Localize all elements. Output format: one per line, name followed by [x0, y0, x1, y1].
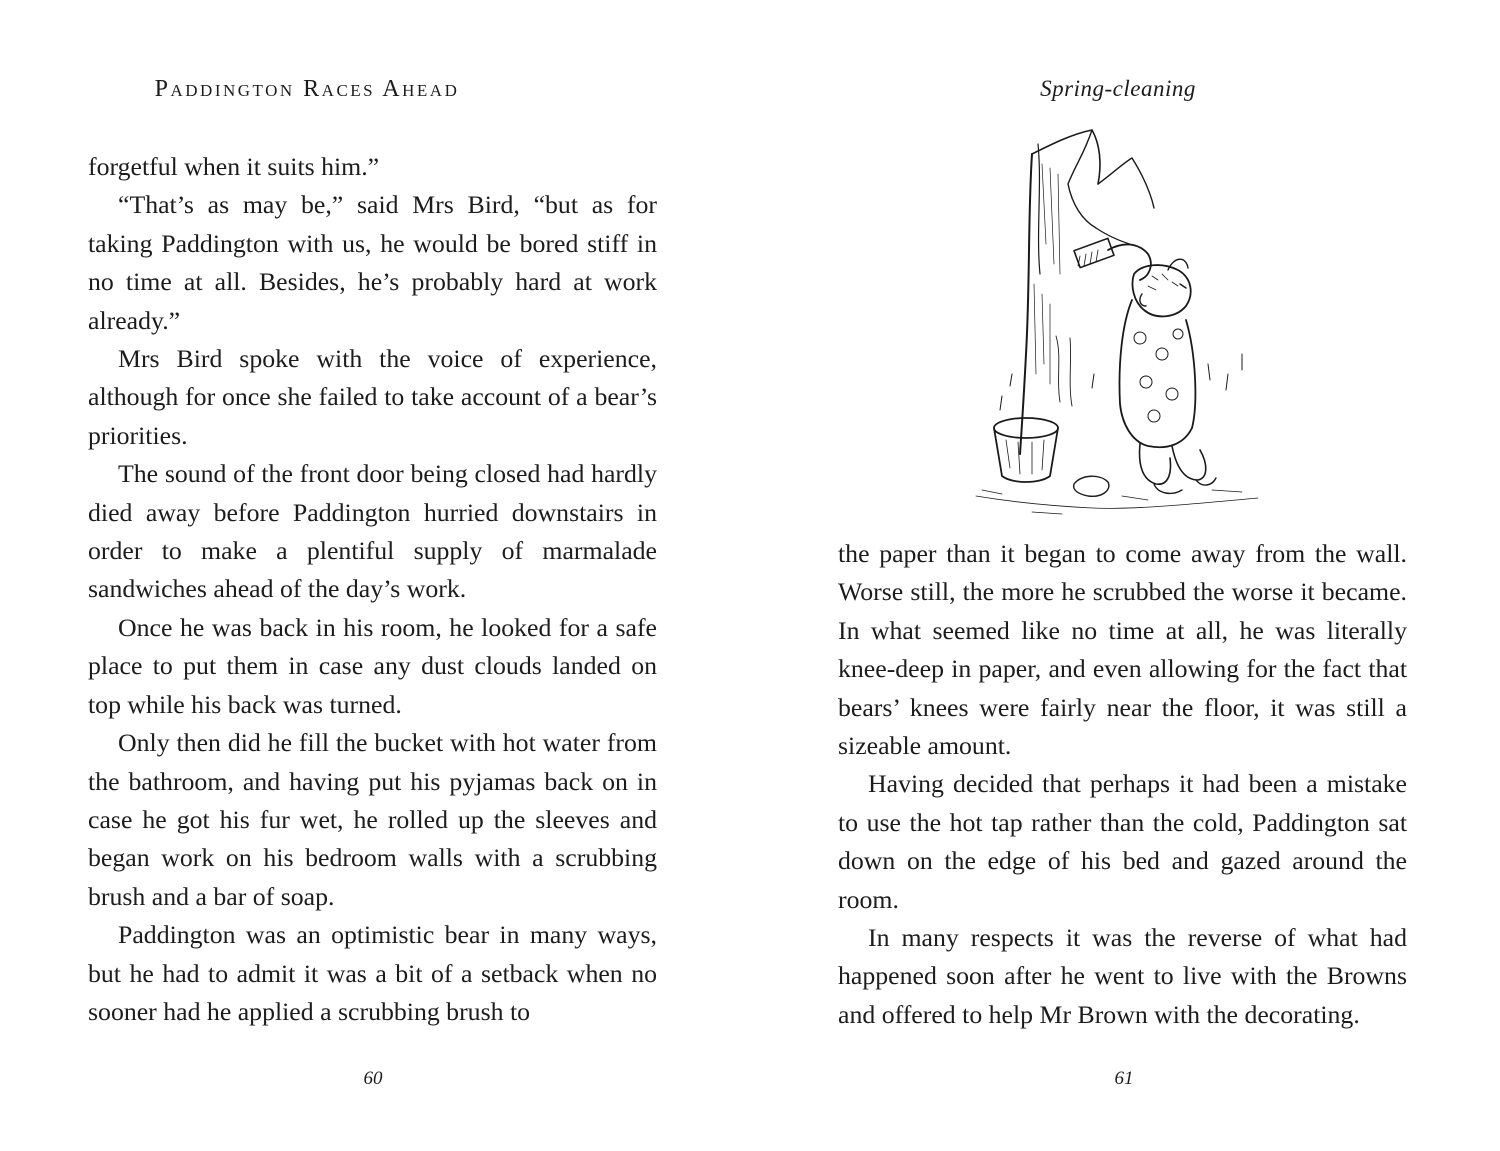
- paragraph: Once he was back in his room, he looked for a safe place to put them in case any dust clouds landed on top while his back was turned.: [88, 612, 657, 719]
- right-page-body-text: [838, 535, 1407, 1034]
- page-number: 60: [363, 1068, 383, 1089]
- paragraph: forgetful when it suits him.”: [88, 152, 380, 181]
- paddington-scrubbing-illustration: [972, 124, 1262, 524]
- scrubbing-brush: [1074, 238, 1114, 267]
- paragraph: The sound of the front door being closed had hardly died away before Paddington hurried downstairs in order to make a plentiful supply of marmalade sandwiches ahead of the day’s work.: [88, 459, 657, 604]
- running-head-book-title: Paddington Races Ahead: [154, 76, 460, 102]
- page-number: 61: [1114, 1068, 1134, 1089]
- soap-bar: [1074, 476, 1109, 496]
- right-page: [750, 0, 1500, 1151]
- paragraph: Only then did he fill the bucket with hot water from the bathroom, and having put his pyjamas back on in case he got his fur wet, he rolled up the sleeves and began work on his bedroom walls with a scrubbing brush and a bar of soap.: [88, 728, 657, 911]
- paragraph: Paddington was an optimistic bear in many ways, but he had to admit it was a bit of a setback when no sooner had he applied a scrubbing brush to: [88, 920, 657, 1026]
- paragraph: Having decided that perhaps it had been a mistake to use the hot tap rather than the cold, Paddington sat down on the edge of his bed and gazed around the room.: [838, 769, 1407, 914]
- paragraph: “That’s as may be,” said Mrs Bird, “but as for taking Paddington with us, he would be bored stiff in no time at all. Besides, he’s probably hard at work already.”: [88, 190, 657, 335]
- left-page-body-text: [88, 148, 657, 1031]
- running-head-chapter-title: Spring-cleaning: [1040, 76, 1196, 101]
- paragraph: the paper than it began to come away from the wall. Worse still, the more he scrubbed the worse it became. In what seemed like no time at all, he was literally knee-deep in paper, and even allowing for the fact that bears’ knees were fairly near the floor, it was still a sizeable amount.: [838, 539, 1407, 761]
- paragraph: In many respects it was the reverse of what had happened soon after he went to live with the Browns and offered to help Mr Brown with the decorating.: [838, 923, 1407, 1029]
- bucket: [994, 428, 1058, 482]
- wall-edge: [1020, 154, 1032, 454]
- bucket-rim: [994, 418, 1058, 438]
- paragraph: Mrs Bird spoke with the voice of experience, although for once she failed to take account of a bear’s priorities.: [88, 344, 657, 450]
- bear-head: [1132, 265, 1190, 316]
- bear-pyjamas: [1120, 300, 1196, 447]
